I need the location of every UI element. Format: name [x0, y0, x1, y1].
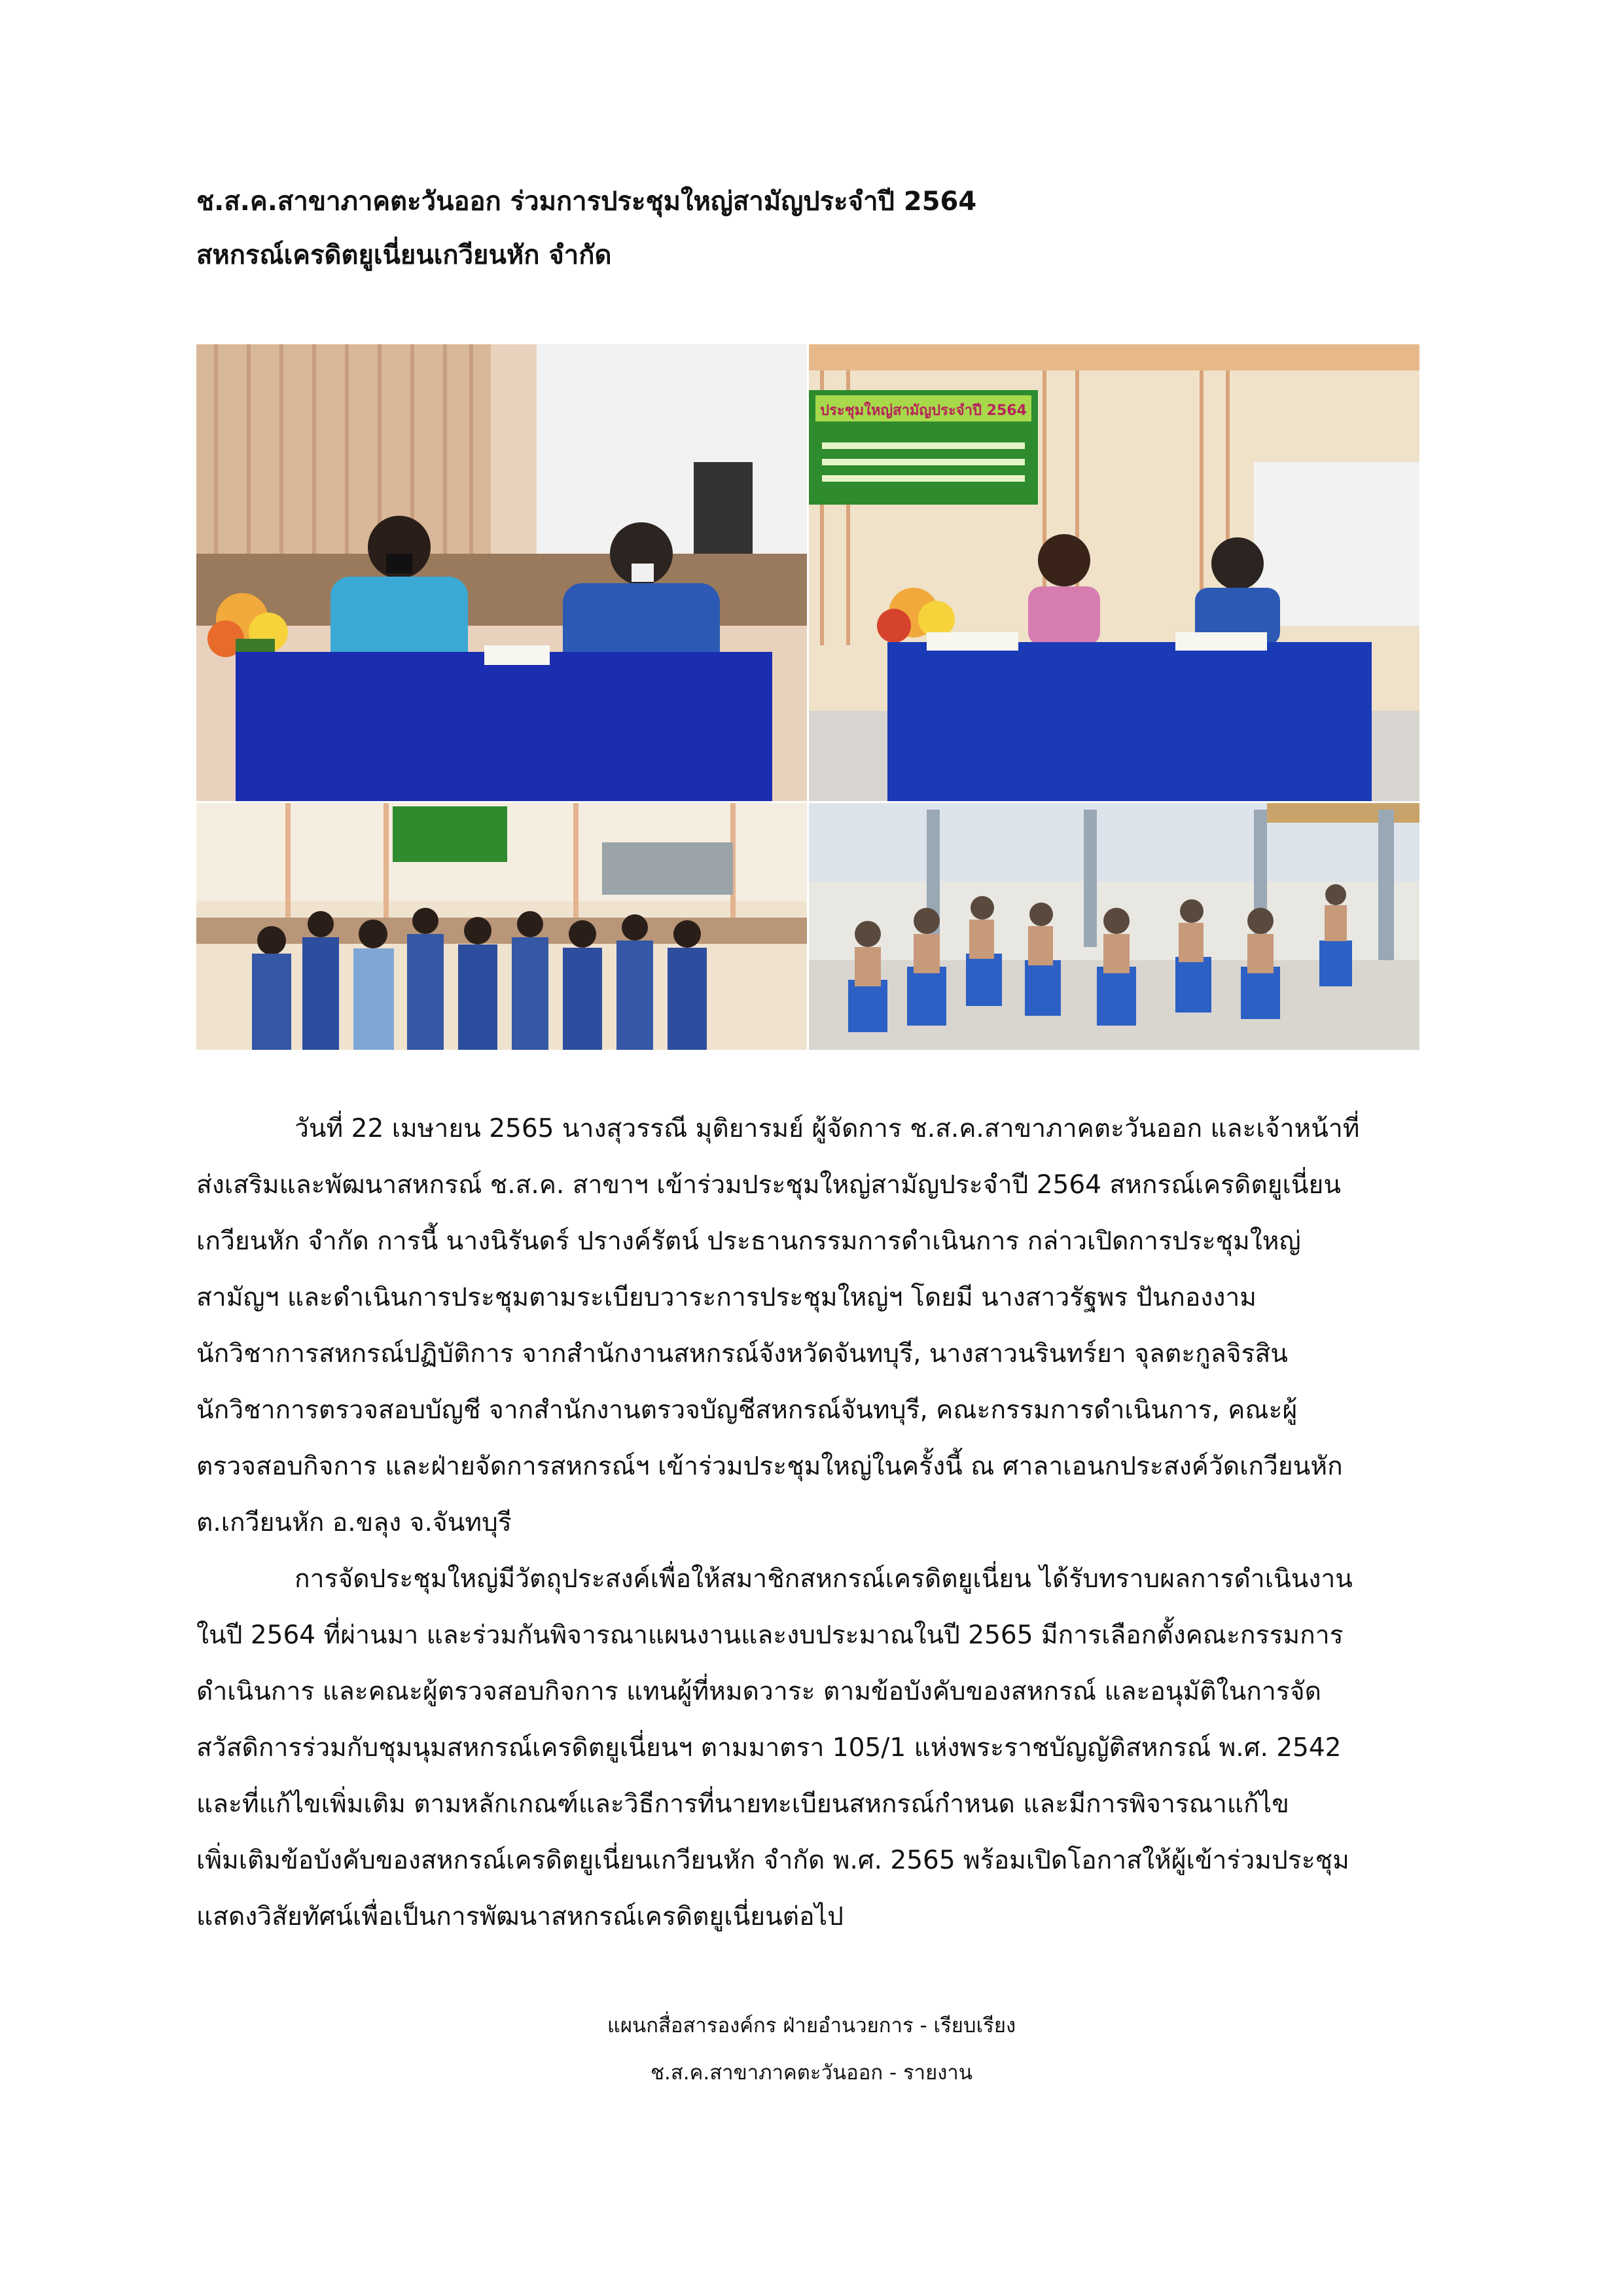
- paragraph-line: วันที่ 22 เมษายน 2565 นางสุวรรณี มุติยารมย์ ผู้จัดการ ช.ส.ค.สาขาภาคตะวันออก และเจ้าหน้าที่: [294, 1114, 1360, 1143]
- paragraph-line: และที่แก้ไขเพิ่มเติม ตามหลักเกณฑ์และวิธีการที่นายทะเบียนสหกรณ์กำหนด และมีการพิจารณาแก้ไข: [196, 1789, 1289, 1819]
- paragraph-line: ส่งเสริมและพัฒนาสหกรณ์ ช.ส.ค. สาขาฯ เข้าร่วมประชุมใหญ่สามัญประจำปี 2564 สหกรณ์เครดิตยูเนี่ยน: [196, 1170, 1342, 1200]
- paragraph-line: นักวิชาการสหกรณ์ปฏิบัติการ จากสำนักงานสหกรณ์จังหวัดจันทบุรี, นางสาวนรินทร์ยา จุลตะกูลจิรสิน: [196, 1339, 1288, 1369]
- footer-credit-editor: แผนกสื่อสารองค์กร ฝ่ายอำนวยการ - เรียบเรียง: [607, 2014, 1016, 2037]
- photo-meeting-table-left: [196, 344, 807, 801]
- photo-members-vote: [809, 803, 1419, 1050]
- photo-meeting-table-right: [809, 344, 1419, 801]
- paragraph-line: เกวียนหัก จำกัด การนี้ นางนิรันดร์ ปรางค์รัตน์ ประธานกรรมการดำเนินการ กล่าวเปิดการประชุมใหญ่: [196, 1227, 1301, 1256]
- paragraph-line: ดำเนินการ และคณะผู้ตรวจสอบกิจการ แทนผู้ที่หมดวาระ ตามข้อบังคับของสหกรณ์ และอนุมัติในการจัด: [196, 1677, 1321, 1706]
- paragraph-line: ต.เกวียนหัก อ.ขลุง จ.จันทบุรี: [196, 1508, 512, 1537]
- paragraph-2: [196, 1551, 1423, 1950]
- paragraph-line: ในปี 2564 ที่ผ่านมา และร่วมกันพิจารณาแผนงานและงบประมาณในปี 2565 มีการเลือกตั้งคณะกรรมการ: [196, 1621, 1344, 1650]
- paragraph-line: ตรวจสอบกิจการ และฝ่ายจัดการสหกรณ์ฯ เข้าร่วมประชุมใหญ่ในครั้งนี้ ณ ศาลาเอนกประสงค์วัดเกวียนหัก: [196, 1452, 1343, 1481]
- paragraph-line: สวัสดิการร่วมกับชุมนุมสหกรณ์เครดิตยูเนี่ยนฯ ตามมาตรา 105/1 แห่งพระราชบัญญัติสหกรณ์ พ.ศ. 2542: [196, 1733, 1342, 1763]
- footer-credit-reporter: ช.ส.ค.สาขาภาคตะวันออก - รายงาน: [650, 2061, 972, 2085]
- paragraph-1: [196, 1101, 1423, 1559]
- headline-line-2: สหกรณ์เครดิตยูเนี่ยนเกวียนหัก จำกัด: [196, 240, 612, 270]
- paragraph-line: สามัญฯ และดำเนินการประชุมตามระเบียบวาระการประชุมใหญ่ฯ โดยมี นางสาวรัฐพร ปันกองงาม: [196, 1283, 1257, 1312]
- paragraph-line: นักวิชาการตรวจสอบบัญชี จากสำนักงานตรวจบัญชีสหกรณ์จันทบุรี, คณะกรรมการดำเนินการ, คณะผู้: [196, 1395, 1298, 1425]
- paragraph-line: การจัดประชุมใหญ่มีวัตถุประสงค์เพื่อให้สมาชิกสหกรณ์เครดิตยูเนี่ยน ได้รับทราบผลการดำเนินงาน: [294, 1564, 1353, 1594]
- banner-text: ประชุมใหญ่สามัญประจำปี 2564: [820, 403, 1027, 419]
- headline-line-1: ช.ส.ค.สาขาภาคตะวันออก ร่วมการประชุมใหญ่สามัญประจำปี 2564: [196, 187, 977, 217]
- photo-committee-vote: [196, 803, 807, 1050]
- paragraph-line: เพิ่มเติมข้อบังคับของสหกรณ์เครดิตยูเนี่ยนเกวียนหัก จำกัด พ.ศ. 2565 พร้อมเปิดโอกาสให้ผู้เข้าร่วมประชุม: [196, 1846, 1349, 1875]
- paragraph-line: แสดงวิสัยทัศน์เพื่อเป็นการพัฒนาสหกรณ์เครดิตยูเนี่ยนต่อไป: [196, 1902, 844, 1931]
